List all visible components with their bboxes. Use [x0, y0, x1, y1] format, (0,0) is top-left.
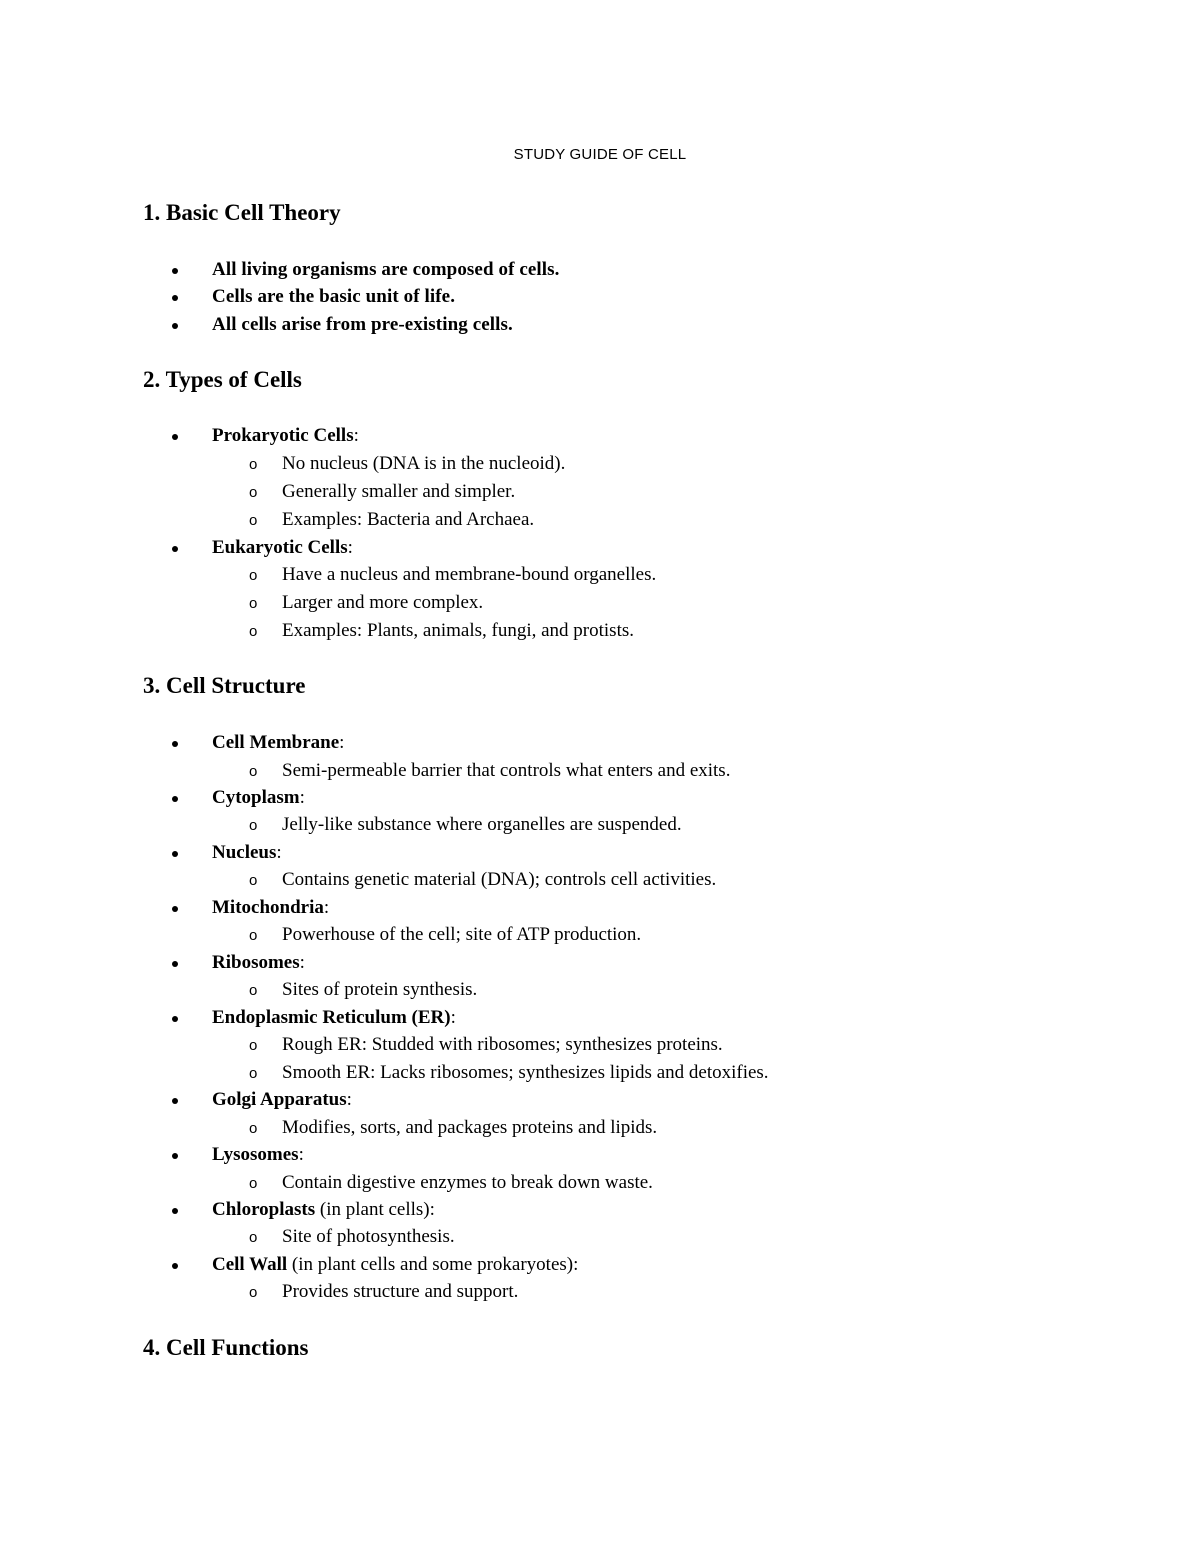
bullet-icon — [172, 268, 178, 274]
sub-list-item-text: Powerhouse of the cell; site of ATP production. — [282, 924, 642, 945]
circle-bullet-icon: o — [249, 1229, 258, 1246]
term-ribosomes: Ribosomes — [212, 952, 300, 973]
sub-list-item-text: Have a nucleus and membrane-bound organelles. — [282, 564, 657, 585]
circle-bullet-icon: o — [249, 456, 258, 473]
circle-bullet-icon: o — [249, 1284, 258, 1301]
sub-list-item-text: No nucleus (DNA is in the nucleoid). — [282, 453, 566, 474]
circle-bullet-icon: o — [249, 763, 258, 780]
section-heading-types-of-cells: 2. Types of Cells — [143, 367, 302, 392]
term-suffix: : — [346, 1089, 352, 1110]
term-cell-membrane: Cell Membrane — [212, 732, 340, 753]
circle-bullet-icon: o — [249, 567, 258, 584]
term-suffix: : — [299, 952, 305, 973]
sub-list-item-text: Larger and more complex. — [282, 592, 484, 613]
term-prokaryotic: Prokaryotic Cells — [212, 425, 354, 446]
term-chloroplasts: Chloroplasts — [212, 1199, 316, 1220]
list-item-text: All living organisms are composed of cells. — [212, 259, 560, 280]
sub-list-item-text: Sites of protein synthesis. — [282, 979, 478, 1000]
sub-list-item-text: Examples: Bacteria and Archaea. — [282, 509, 535, 530]
term-endoplasmic-reticulum: Endoplasmic Reticulum (ER) — [212, 1007, 451, 1028]
sub-list-item-text: Site of photosynthesis. — [282, 1226, 455, 1247]
bullet-icon — [172, 1016, 178, 1022]
bullet-icon — [172, 796, 178, 802]
sub-list-item-text: Contains genetic material (DNA); controls cell activities. — [282, 869, 717, 890]
term-suffix: (in plant cells and some prokaryotes): — [287, 1254, 579, 1275]
term-lysosomes: Lysosomes — [212, 1144, 299, 1165]
circle-bullet-icon: o — [249, 982, 258, 999]
term-cell-wall: Cell Wall — [212, 1254, 288, 1275]
term-nucleus: Nucleus — [212, 842, 277, 863]
sub-list-item-text: Smooth ER: Lacks ribosomes; synthesizes lipids and detoxifies. — [282, 1062, 769, 1083]
term-golgi-apparatus: Golgi Apparatus — [212, 1089, 347, 1110]
bullet-icon — [172, 906, 178, 912]
sub-list-item-text: Provides structure and support. — [282, 1281, 519, 1302]
circle-bullet-icon: o — [249, 623, 258, 640]
bullet-icon — [172, 323, 178, 329]
bullet-icon — [172, 741, 178, 747]
circle-bullet-icon: o — [249, 595, 258, 612]
bullet-icon — [172, 295, 178, 301]
term-suffix: : — [276, 842, 282, 863]
sub-list-item-text: Jelly-like substance where organelles are suspended. — [282, 814, 682, 835]
sub-list-item-text: Contain digestive enzymes to break down waste. — [282, 1172, 653, 1193]
circle-bullet-icon: o — [249, 817, 258, 834]
bullet-icon — [172, 1153, 178, 1159]
term-suffix: : — [353, 425, 359, 446]
sub-list-item-text: Generally smaller and simpler. — [282, 481, 516, 502]
bullet-icon — [172, 546, 178, 552]
bullet-icon — [172, 961, 178, 967]
bullet-icon — [172, 851, 178, 857]
circle-bullet-icon: o — [249, 1120, 258, 1137]
bullet-icon — [172, 1208, 178, 1214]
term-suffix: : — [323, 897, 330, 918]
sub-list-item-text: Modifies, sorts, and packages proteins and lipids. — [282, 1117, 658, 1138]
term-suffix: : — [298, 1144, 304, 1165]
section-heading-cell-functions: 4. Cell Functions — [143, 1335, 309, 1360]
bullet-icon — [172, 1263, 178, 1269]
sub-list-item-text: Examples: Plants, animals, fungi, and protists. — [282, 620, 634, 641]
term-cytoplasm: Cytoplasm — [212, 787, 300, 808]
circle-bullet-icon: o — [249, 1037, 258, 1054]
document-title: STUDY GUIDE OF CELL — [513, 146, 687, 163]
circle-bullet-icon: o — [249, 1175, 258, 1192]
circle-bullet-icon: o — [249, 1065, 258, 1082]
term-suffix: (in plant cells): — [315, 1199, 435, 1220]
sub-list-item-text: Semi-permeable barrier that controls what enters and exits. — [282, 760, 731, 781]
sub-list-item-text: Rough ER: Studded with ribosomes; synthesizes proteins. — [282, 1034, 723, 1055]
term-eukaryotic: Eukaryotic Cells — [212, 537, 348, 558]
circle-bullet-icon: o — [249, 927, 258, 944]
circle-bullet-icon: o — [249, 872, 258, 889]
term-suffix: : — [339, 732, 345, 753]
section-heading-basic-cell-theory: 1. Basic Cell Theory — [143, 200, 341, 225]
term-suffix: : — [450, 1007, 456, 1028]
list-item-text: Cells are the basic unit of life. — [212, 286, 456, 307]
bullet-icon — [172, 1098, 178, 1104]
bullet-icon — [172, 434, 178, 440]
circle-bullet-icon: o — [249, 512, 258, 529]
term-suffix: : — [347, 537, 353, 558]
list-item-text: All cells arise from pre-existing cells. — [212, 314, 513, 335]
term-suffix: : — [299, 787, 305, 808]
section-heading-cell-structure: 3. Cell Structure — [143, 673, 306, 698]
term-mitochondria: Mitochondria — [212, 897, 324, 918]
circle-bullet-icon: o — [249, 484, 258, 501]
